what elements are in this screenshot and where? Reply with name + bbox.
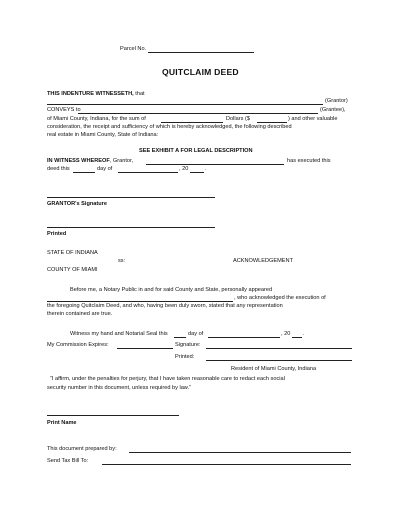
witness-executed: has executed this <box>287 158 331 164</box>
notary-printed-line[interactable] <box>206 360 352 361</box>
deed-month-line[interactable] <box>118 172 178 173</box>
notary-para-lead: Before me, a Notary Public in and for said County and State, personally appeared <box>70 287 273 293</box>
conveys-label: CONVEYS to <box>47 107 81 113</box>
grantor-signature-line[interactable] <box>47 197 215 198</box>
witness-year-prefix: , 20 <box>281 331 291 337</box>
county-line-b: Dollars ($ <box>226 116 250 122</box>
deed-year-suffix: . <box>205 166 207 172</box>
exhibit-heading: SEE EXHIBIT A FOR LEGAL DESCRIPTION <box>139 148 253 154</box>
print-name-line[interactable] <box>47 415 179 416</box>
parcel-number-line[interactable] <box>148 52 254 53</box>
witness-lead-bold: IN WITNESS WHEREOF <box>47 158 110 164</box>
county-label: COUNTY OF MIAMI <box>47 267 98 273</box>
deed-year-line[interactable] <box>190 172 204 173</box>
resident-label: Resident of Miami County, Indiana <box>231 366 317 372</box>
deed-day-of-label: day of <box>97 166 113 172</box>
acknowledgement-label: ACKNOWLEDGEMENT <box>233 258 293 264</box>
grantor-tag: (Grantor) <box>325 98 348 104</box>
indenture-intro-bold: THIS INDENTURE WITNESSETH, <box>47 91 134 97</box>
notary-para-tail: , who acknowledged the execution of <box>234 295 326 301</box>
consideration-line: consideration, the receipt and sufficiency of which is hereby acknowledged, the following described <box>47 124 292 130</box>
grantee-name-line[interactable] <box>78 113 318 114</box>
grantor-signature-label: GRANTOR's Signature <box>47 201 107 207</box>
deed-day-line[interactable] <box>73 172 95 173</box>
notary-month-line[interactable] <box>208 337 280 338</box>
notary-para-line2: the foregoing Quitclaim Deed, and who, having been duly sworn, stated that any representation <box>47 303 283 309</box>
real-estate-line: real estate in Miami County, State of Indiana: <box>47 132 159 138</box>
commission-expires-line[interactable] <box>117 348 173 349</box>
notary-year-line[interactable] <box>292 337 302 338</box>
witness-year-end: . <box>303 331 305 337</box>
sum-words-line[interactable] <box>161 122 223 123</box>
sum-amount-line[interactable] <box>257 122 287 123</box>
witness-lead-rest: , Grantor, <box>109 158 134 164</box>
ss-label: ss: <box>118 258 126 264</box>
witness-day-of-label: day of <box>188 331 204 337</box>
parcel-label: Parcel No. <box>120 46 147 52</box>
county-line-a: of Miami County, Indiana, for the sum of <box>47 116 146 122</box>
send-tax-line[interactable] <box>102 464 351 465</box>
witness-lead <box>47 158 133 165</box>
state-label: STATE OF INDIANA <box>47 250 98 256</box>
send-tax-label: Send Tax Bill To: <box>47 458 89 464</box>
prepared-by-label: This document prepared by: <box>47 446 117 452</box>
notary-day-line[interactable] <box>174 337 186 338</box>
notary-signature-line[interactable] <box>206 348 352 349</box>
grantee-tag: (Grantee), <box>320 107 346 113</box>
grantor-printed-line[interactable] <box>47 227 215 228</box>
grantor-name-line[interactable] <box>47 104 323 105</box>
deed-year-prefix: , 20 <box>179 166 189 172</box>
witness-hand-label: Witness my hand and Notarial Seal this <box>70 331 168 337</box>
witness-grantor-line[interactable] <box>146 164 284 165</box>
appeared-name-line[interactable] <box>47 301 233 302</box>
print-name-label: Print Name <box>47 420 77 426</box>
indenture-intro-rest: that <box>135 91 145 97</box>
indenture-intro <box>47 91 145 98</box>
notary-para-line3: therein contained are true. <box>47 311 113 317</box>
county-line-c: ) and other valuable <box>288 116 338 122</box>
affirmation-line2: security number in this document, unless required by law.” <box>47 385 191 391</box>
notary-signature-label: Signature: <box>175 342 201 348</box>
notary-printed-label: Printed: <box>175 354 195 360</box>
affirmation-line1: “I affirm, under the penalties for perjury, that I have taken reasonable care to redact each social <box>50 376 285 382</box>
deed-this-label: deed this <box>47 166 70 172</box>
prepared-by-line[interactable] <box>129 452 351 453</box>
document-title: QUITCLAIM DEED <box>162 67 239 77</box>
grantor-printed-label: Printed <box>47 231 67 237</box>
commission-label: My Commission Expires: <box>47 342 109 348</box>
